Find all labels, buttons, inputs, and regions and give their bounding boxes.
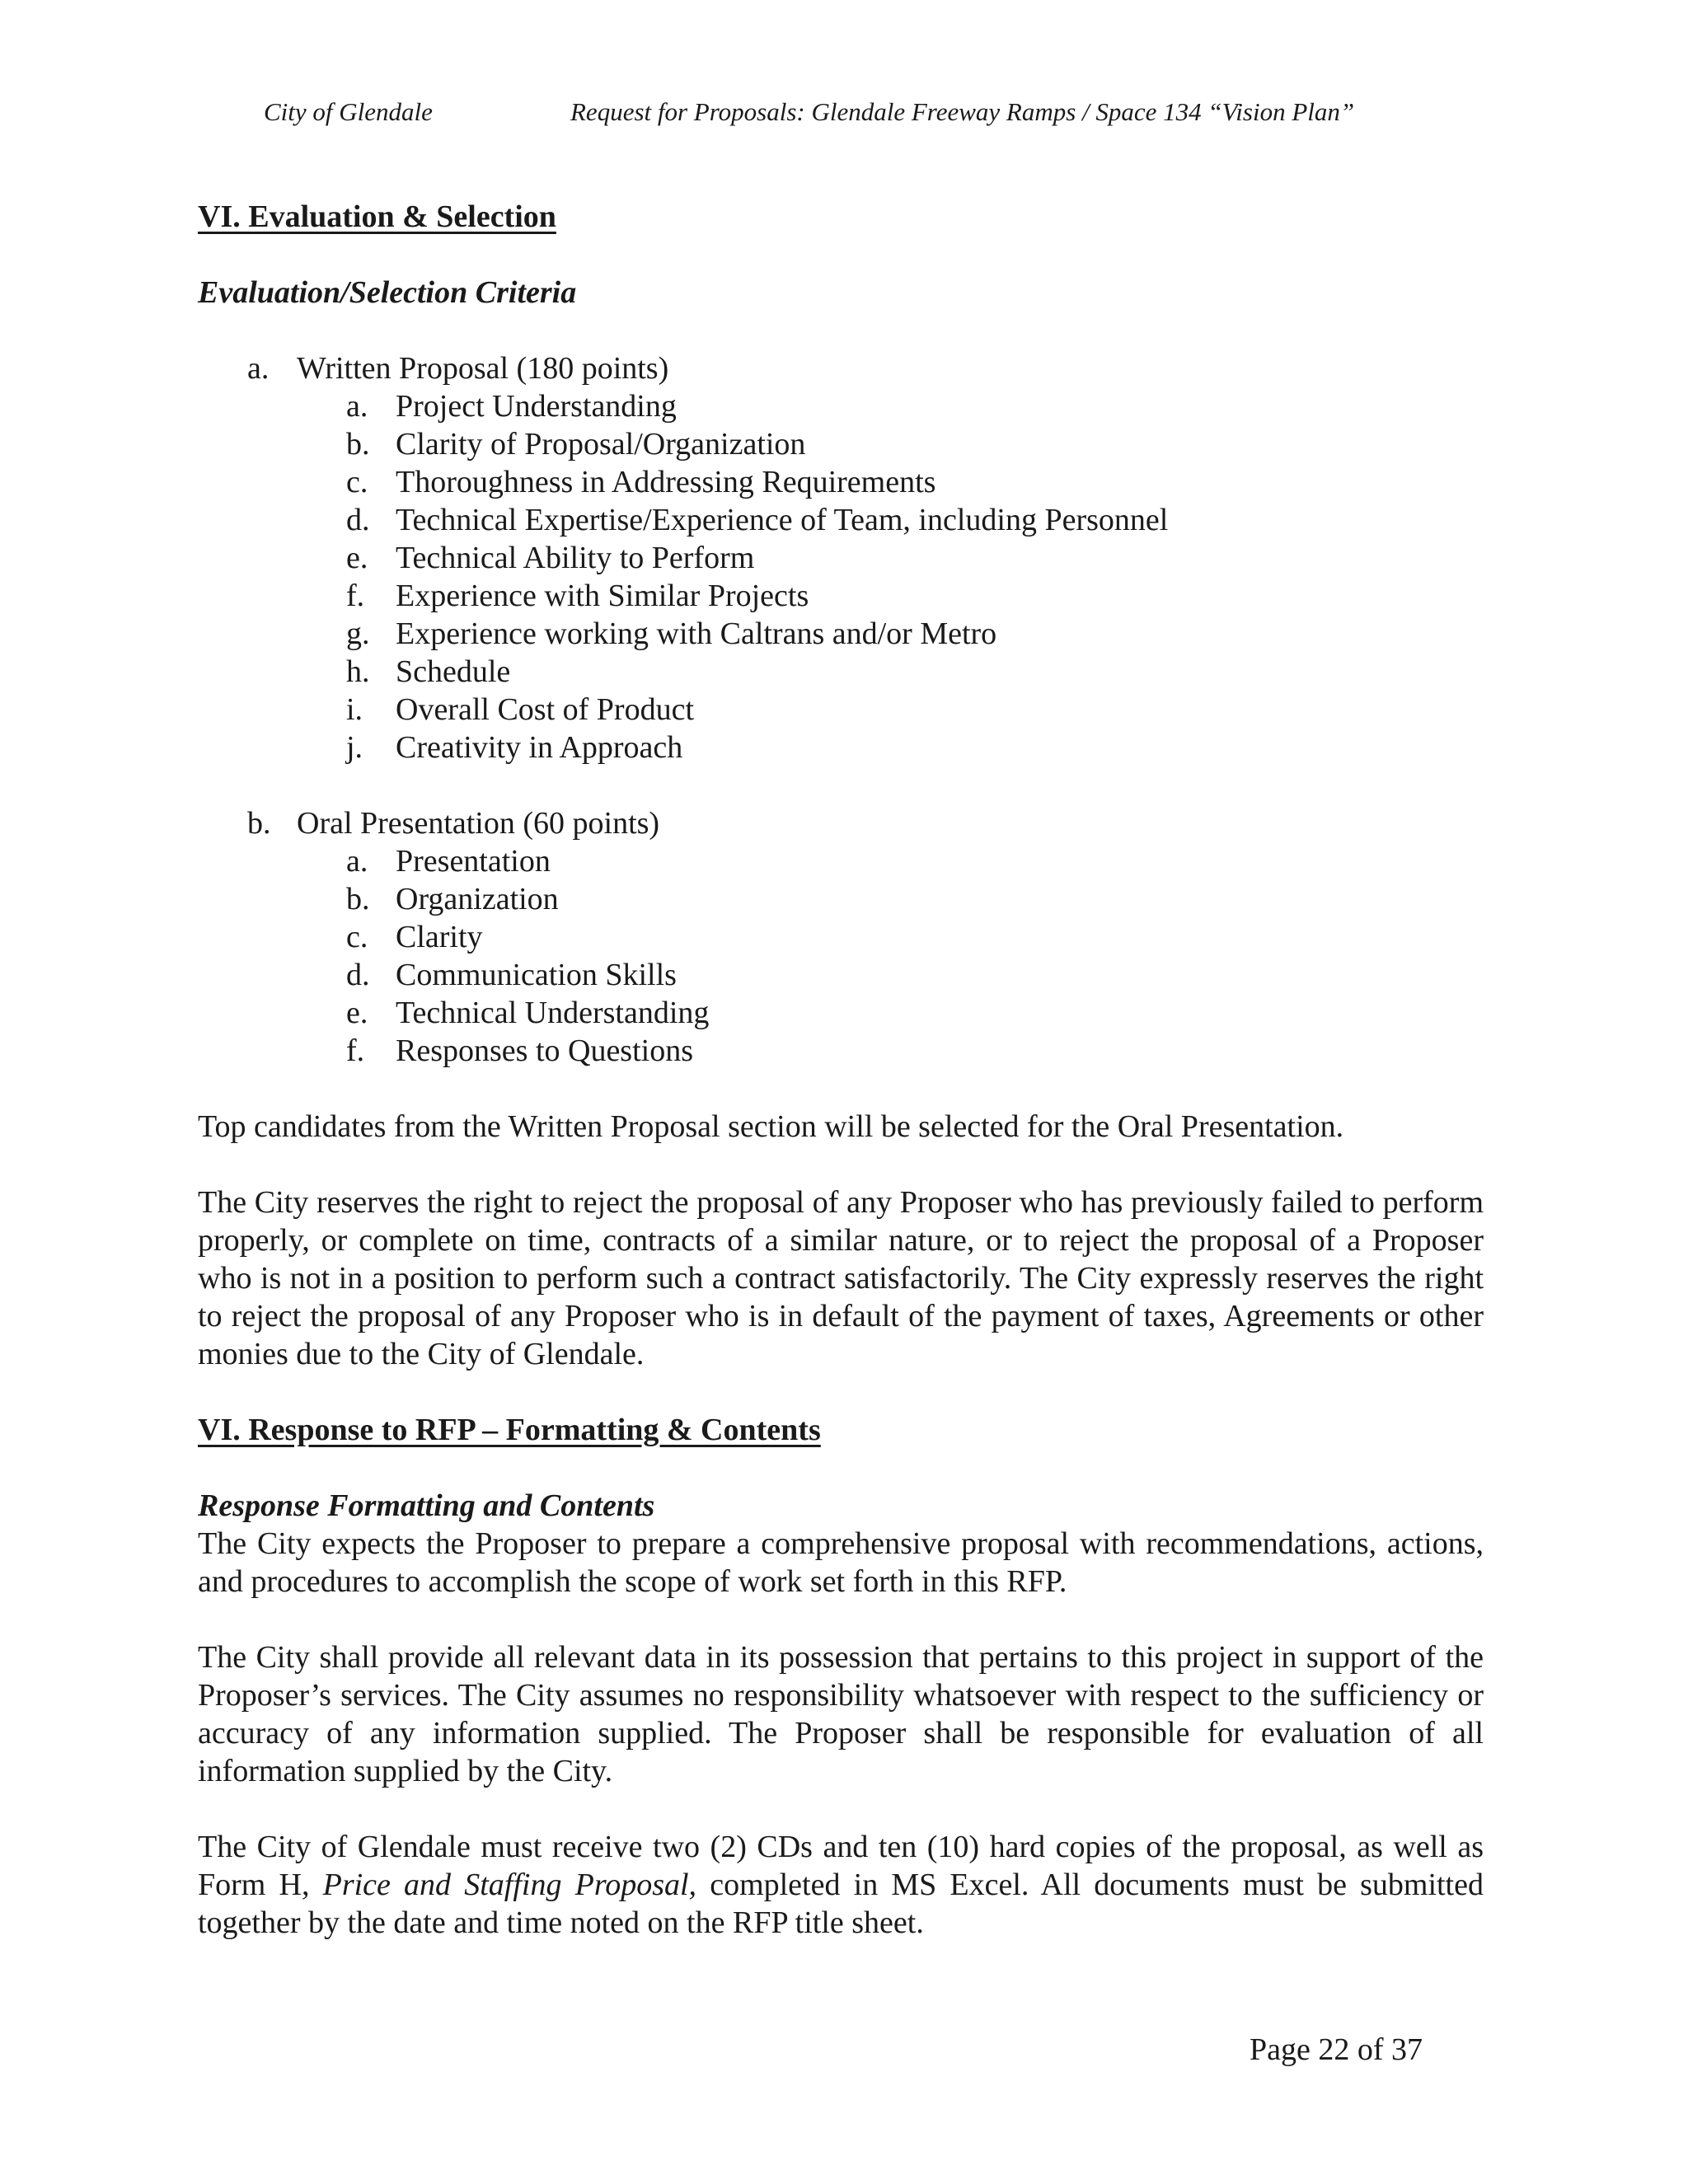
list-item: a. Project Understanding — [346, 389, 677, 424]
list-item: d. Technical Expertise/Experience of Team, including Personnel — [346, 503, 1169, 537]
list-item: j. Creativity in Approach — [346, 730, 683, 765]
criteria-group-oral — [198, 804, 1484, 1070]
page-number: Page 22 of 37 — [1250, 2032, 1423, 2067]
list-item: f. Experience with Similar Projects — [346, 579, 809, 613]
paragraph-expectations: The City expects the Proposer to prepare a comprehensive proposal with recommendations, actions, and procedures to accomplish the scope of work set forth in this RFP. — [198, 1526, 1484, 1599]
list-item: f. Responses to Questions — [346, 1033, 693, 1068]
section-title-response: VI. Response to RFP – Formatting & Contents — [198, 1413, 821, 1447]
list-item: h. Schedule — [346, 654, 511, 689]
header-city: City of Glendale — [264, 97, 433, 126]
header-rfp-title: Request for Proposals: Glendale Freeway Ramps / Space 134 “Vision Plan” — [570, 97, 1355, 126]
list-item: c. Clarity — [346, 920, 483, 954]
criteria-group-written — [198, 349, 1484, 766]
paragraph-top-candidates: Top candidates from the Written Proposal section will be selected for the Oral Presentation. — [198, 1109, 1344, 1144]
criteria-group-heading: b. Oral Presentation (60 points) — [247, 806, 660, 841]
section-title-evaluation: VI. Evaluation & Selection — [198, 199, 556, 234]
paragraph-submission: The City of Glendale must receive two (2) CDs and ten (10) hard copies of the proposal, as well as Form H, Price and Staffing Proposal, completed in MS Excel. All documents must be submitted together by the date and time noted on the RFP title sheet. — [198, 1830, 1484, 1940]
paragraph-reserve-right: The City reserves the right to reject the proposal of any Proposer who has previously failed to perform properly, or complete on time, contracts of a similar nature, or to reject the proposal of a Proposer who is not in a position to perform such a contract satisfactorily. The City expressly reserves the right to reject the proposal of any Proposer who is in default of the payment of taxes, Agreements or other monies due to the City of Glendale. — [198, 1185, 1484, 1371]
list-item: e. Technical Ability to Perform — [346, 541, 755, 575]
form-h-title: Price and Staffing Proposal, — [322, 1868, 697, 1902]
list-item: b. Organization — [346, 882, 559, 916]
list-item: e. Technical Understanding — [346, 996, 710, 1030]
list-item: b. Clarity of Proposal/Organization — [346, 427, 806, 462]
subsection-title-formatting: Response Formatting and Contents — [198, 1488, 655, 1523]
criteria-group-heading: a. Written Proposal (180 points) — [247, 351, 669, 386]
list-item: d. Communication Skills — [346, 958, 677, 992]
list-item: g. Experience working with Caltrans and/or Metro — [346, 616, 997, 651]
page-content — [198, 198, 1484, 1942]
list-item: c. Thoroughness in Addressing Requirements — [346, 465, 936, 499]
list-item: a. Presentation — [346, 844, 551, 879]
list-item: i. Overall Cost of Product — [346, 692, 695, 727]
subsection-title-criteria: Evaluation/Selection Criteria — [198, 275, 577, 310]
paragraph-data-provision: The City shall provide all relevant data in its possession that pertains to this project in support of the Proposer’s services. The City assumes no responsibility whatsoever with respect to the sufficiency or accuracy of any information supplied. The Proposer shall be responsible for evaluation of all information supplied by the City. — [198, 1640, 1484, 1788]
